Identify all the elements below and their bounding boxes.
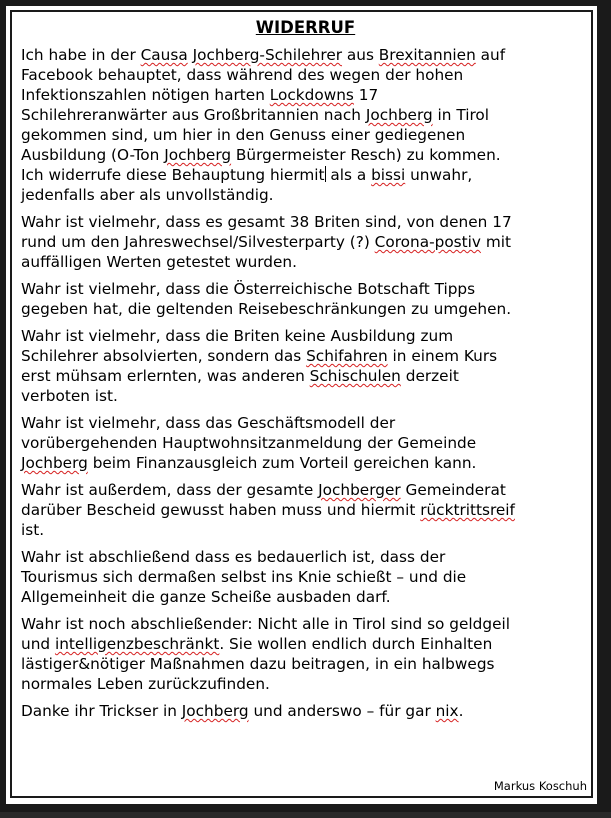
- text-segment: in einem Kurs: [387, 347, 498, 365]
- text-segment: darüber Bescheid gewusst haben muss und hiermit: [21, 501, 421, 519]
- text-segment: in Tirol: [432, 106, 490, 124]
- text-line: [21, 674, 590, 694]
- text-segment: aus: [342, 46, 379, 64]
- text-segment: 17: [353, 86, 379, 104]
- signature: Markus Koschuh: [493, 779, 587, 793]
- text-segment: verboten ist.: [21, 387, 118, 405]
- text-segment: Facebook behauptet, dass während des wegen der hohen: [21, 66, 464, 84]
- spellcheck-flagged-word: Jochberg: [365, 106, 433, 124]
- text-line: [21, 45, 590, 65]
- text-segment: Wahr ist außerdem, dass der gesamte: [21, 481, 319, 499]
- paragraph: [21, 326, 590, 406]
- text-segment: Ich widerrufe diese Behauptung hiermit: [21, 166, 325, 184]
- text-segment: erst mühsam erlernten, was anderen: [21, 367, 310, 385]
- text-line: [21, 145, 590, 165]
- spellcheck-flagged-word: Corona-postiv: [374, 233, 481, 251]
- paragraph: [21, 212, 590, 272]
- spellcheck-flagged-word: bissi: [371, 166, 406, 184]
- text-line: [21, 252, 590, 272]
- text-segment: Infektionszahlen nötigen harten: [21, 86, 270, 104]
- text-segment: und anderswo – für gar: [248, 702, 436, 720]
- spellcheck-flagged-word: Causa: [140, 46, 188, 64]
- paragraph-list: [21, 45, 590, 721]
- text-segment: Allgemeinheit die ganze Scheiße ausbaden darf.: [21, 588, 391, 606]
- text-segment: jedenfalls aber als unvollständig.: [21, 186, 274, 204]
- text-segment: Bürgermeister Resch) zu kommen.: [231, 146, 501, 164]
- text-line: [21, 366, 590, 386]
- paragraph: [21, 701, 590, 721]
- text-line: [21, 453, 590, 473]
- text-segment: gekommen sind, um hier in den Genuss einer gediegenen: [21, 126, 466, 144]
- text-line: [21, 614, 590, 634]
- text-line: [21, 520, 590, 540]
- text-segment: Wahr ist noch abschließender: Nicht alle in Tirol sind so geldgeil: [21, 615, 510, 633]
- text-line: [21, 433, 590, 453]
- spellcheck-flagged-word: Lockdowns: [269, 86, 354, 104]
- text-line: [21, 85, 590, 105]
- text-segment: rund um den Jahreswechsel/Silvesterparty (?): [21, 233, 375, 251]
- text-line: [21, 654, 590, 674]
- text-segment: Schilehrer absolvierten, sondern das: [21, 347, 307, 365]
- text-segment: Wahr ist abschließend dass es bedauerlich ist, dass der: [21, 548, 446, 566]
- text-segment: Wahr ist vielmehr, dass die Österreichische Botschaft Tipps: [21, 280, 476, 298]
- spellcheck-flagged-word: Schischulen: [309, 367, 401, 385]
- text-segment: auffälligen Werten getestet wurden.: [21, 253, 297, 271]
- text-line: [21, 701, 590, 721]
- text-line: [21, 634, 590, 654]
- document-title: WIDERRUF: [255, 18, 356, 37]
- text-line: [21, 105, 590, 125]
- spellcheck-flagged-word: Schifahren: [306, 347, 388, 365]
- text-segment: Ich habe in der: [21, 46, 141, 64]
- text-segment: ist.: [21, 521, 45, 539]
- text-segment: Ausbildung (O-Ton: [21, 146, 165, 164]
- spellcheck-flagged-word: Brexitannien: [378, 46, 476, 64]
- text-line: [21, 165, 590, 185]
- paragraph: [21, 45, 590, 205]
- text-line: [21, 386, 590, 406]
- bottom-shadow-strip: [0, 812, 611, 818]
- text-segment: normales Leben zurückzufinden.: [21, 675, 270, 693]
- paragraph: [21, 614, 590, 694]
- text-segment: auf: [475, 46, 506, 64]
- text-segment: derzeit: [400, 367, 459, 385]
- spellcheck-flagged-word: Jochberg: [181, 702, 249, 720]
- text-segment: Gemeinderat: [400, 481, 506, 499]
- document-body[interactable]: [21, 18, 590, 793]
- text-segment: mit: [480, 233, 511, 251]
- text-segment: unwahr,: [405, 166, 473, 184]
- text-segment: als a: [325, 166, 372, 184]
- spellcheck-flagged-word: intelligenzbeschränkt: [54, 635, 220, 653]
- text-segment: Danke ihr Trickser in: [21, 702, 182, 720]
- paragraph: [21, 480, 590, 540]
- spellcheck-flagged-word: nix: [435, 702, 459, 720]
- text-line: [21, 500, 590, 520]
- text-segment: lästiger&nötiger Maßnahmen dazu beitragen, in ein halbwegs: [21, 655, 495, 673]
- text-line: [21, 480, 590, 500]
- text-line: [21, 567, 590, 587]
- text-line: [21, 185, 590, 205]
- text-segment: .: [458, 702, 464, 720]
- text-line: [21, 326, 590, 346]
- spellcheck-flagged-word: rücktrittsreif: [420, 501, 515, 519]
- text-segment: Wahr ist vielmehr, dass das Geschäftsmodell der: [21, 414, 396, 432]
- text-line: [21, 232, 590, 252]
- text-segment: beim Finanzausgleich zum Vorteil gereichen kann.: [87, 454, 477, 472]
- spellcheck-flagged-word: Jochberger: [318, 481, 401, 499]
- text-segment: Tourismus sich dermaßen selbst ins Knie schießt – und die: [21, 568, 467, 586]
- text-line: [21, 65, 590, 85]
- text-segment: Schilehreranwärter aus Großbritannien nach: [21, 106, 366, 124]
- paragraph: [21, 413, 590, 473]
- text-line: [21, 125, 590, 145]
- text-segment: vorübergehenden Hauptwohnsitzanmeldung der Gemeinde: [21, 434, 477, 452]
- text-line: [21, 279, 590, 299]
- text-segment: . Sie wollen endlich durch Einhalten: [219, 635, 493, 653]
- text-line: [21, 299, 590, 319]
- text-line: [21, 212, 590, 232]
- text-segment: Wahr ist vielmehr, dass es gesamt 38 Briten sind, von denen 17: [21, 213, 512, 231]
- text-segment: und: [21, 635, 55, 653]
- text-line: [21, 413, 590, 433]
- text-segment: Wahr ist vielmehr, dass die Briten keine Ausbildung zum: [21, 327, 454, 345]
- text-line: [21, 346, 590, 366]
- spellcheck-flagged-word: Jochberg-Schilehrer: [192, 46, 343, 64]
- paragraph: [21, 279, 590, 319]
- text-segment: gegeben hat, die geltenden Reisebeschränkungen zu umgehen.: [21, 300, 512, 318]
- spellcheck-flagged-word: Jochberg: [164, 146, 232, 164]
- text-line: [21, 547, 590, 567]
- text-line: [21, 587, 590, 607]
- spellcheck-flagged-word: Jochberg: [21, 454, 88, 472]
- paragraph: [21, 547, 590, 607]
